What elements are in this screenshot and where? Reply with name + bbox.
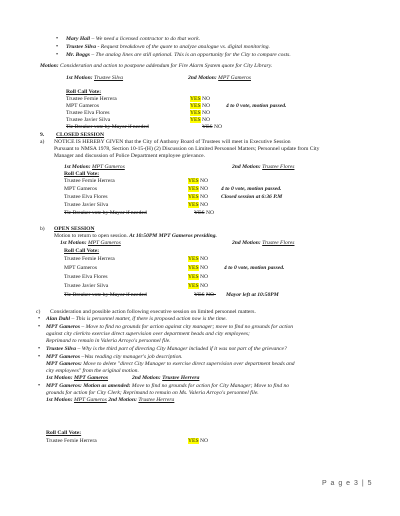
bullet-icon: •	[38, 316, 41, 322]
second-motion: 2nd Motion: Trustee Herrera	[132, 375, 200, 381]
vote-result: YES NO	[188, 265, 209, 271]
voter-name: Trustee Elva Flores	[64, 194, 108, 200]
second-motion: 2nd Motion: Trustee Flores	[232, 164, 295, 170]
first-motion: 1st Motion: MPT Gameros	[60, 240, 121, 246]
voter-name: Trustee Fernie Herrera	[64, 178, 115, 184]
roll-call-title: Roll Call Vote:	[64, 248, 100, 254]
vote-note: Closed session at 6:36 P.M	[221, 194, 283, 200]
item-letter: a)	[40, 139, 45, 145]
bullet-icon: •	[56, 36, 59, 42]
second-motion: 2nd Motion: MPT Gameros	[188, 75, 251, 81]
vote-note: 4 to 0 vote, motion passed.	[224, 265, 285, 271]
voter-name: Trustee Fernie Herrera	[66, 96, 117, 102]
bullet-item: Alan Dahl – This is personnel matter, if there is proposed action now is the time.	[46, 316, 227, 322]
voter-name: Trustee Javier Silva	[64, 283, 109, 289]
bullet-continuation: MPT Gameros: Move to delete "direct City Manager to exercise direct supervision over department heads and	[46, 361, 295, 367]
voter-name: MPT Gameros	[64, 186, 97, 192]
bullet-item: Trustee Silva - Request breakdown of the quote to analyze analogue vs. digital monitoring.	[66, 44, 270, 50]
bullet-icon: •	[38, 354, 41, 360]
roll-call-title: Roll Call Vote:	[64, 171, 100, 177]
vote-result: YES NO	[190, 96, 211, 102]
voter-name: Trustee Fernie Herrera	[46, 438, 97, 444]
vote-result: YES NO	[202, 124, 223, 130]
bullet-icon: •	[56, 44, 59, 50]
bullet-continuation: against city clerk/to exercise direct supervision over department heads and city employees;	[46, 331, 250, 337]
voter-name: Trustee Fernie Herrera	[64, 256, 115, 262]
vote-result: YES NO-	[194, 292, 216, 298]
voter-name: Trustee Javier Silva	[66, 117, 111, 123]
vote-result: YES NO	[190, 103, 211, 109]
vote-note: Mayor left at 10:50PM	[226, 292, 279, 298]
vote-result: YES NO	[188, 202, 209, 208]
bullet-icon: •	[38, 324, 41, 330]
vote-result: YES NO	[188, 274, 209, 280]
bullet-item: MPT Gameros: Motion as amended: Move to find no grounds for action for City Manager; Move to find no	[46, 383, 290, 389]
notice-line: Pursuant to NMSA 1978, Section 10-15-(H) (2) Discussion on Limited Personnel Matters; Personnel update from City	[54, 146, 320, 152]
vote-result: YES NO	[188, 438, 209, 444]
voter-name: MPT Gameros	[64, 265, 97, 271]
item-letter: c)	[36, 309, 41, 315]
bullet-item: Mary Hall – We need a licensed contractor to do that work.	[66, 36, 201, 42]
motion-text: Motion: Consideration and action to postpone addendum for Fire Alarm System quote for City Library.	[40, 63, 273, 69]
voter-name: Tie Breaker vote by Mayor if needed	[64, 210, 147, 216]
voter-name: Trustee Elva Flores	[66, 110, 110, 116]
vote-result: YES NO	[190, 117, 211, 123]
vote-result: YES NO	[190, 110, 211, 116]
section-title: OPEN SESSION	[54, 226, 95, 232]
voter-name: Trustee Elva Flores	[64, 274, 108, 280]
first-motion: 1st Motion: MPT Gameros	[46, 375, 109, 381]
vote-note: 4 to 0 vote, motion passed.	[226, 103, 287, 109]
bullet-item: MPT Gameros – Move to find no grounds for action against city manager; move to find no grounds for action	[46, 324, 294, 330]
roll-call-title: Roll Call Vote:	[66, 89, 102, 95]
open-session-line: Motion to return to open session. At 10:50PM MPT Gameros presiding.	[54, 233, 217, 239]
bullet-item: Mr. Boggs – The analog lines are still optional. This is an opportunity for the City to compare costs.	[66, 52, 291, 58]
vote-note: 4 to 0 vote, motion passed.	[221, 186, 282, 192]
bullet-item: Trustee Silva – Why is the third part of directing City Manager included if it was not part of the grievance?	[46, 346, 287, 352]
notice-line: NOTICE IS HEREBY GIVEN that the City of Anthony Board of Trustees will meet in Executive Session	[54, 139, 291, 145]
section-number: 9.	[40, 132, 45, 138]
first-motion: 1st Motion: Trustee Silva	[66, 75, 124, 81]
voter-name: MPT Gameros	[66, 103, 99, 109]
section-title: CLOSED SESSION	[56, 132, 105, 138]
bullet-continuation: grounds for action for City Clerk; Reprimand to remain on Ms. Valeria Arroyo's personnel file.	[46, 390, 259, 396]
second-motion: 2nd Motion: Trustee Flores	[232, 240, 295, 246]
vote-result: YES NO	[188, 194, 209, 200]
vote-result: YES NO	[188, 178, 209, 184]
bullet-icon: •	[38, 383, 41, 389]
roll-call-title: Roll Call Vote:	[46, 430, 82, 436]
first-motion: 1st Motion: MPT Gameros	[64, 164, 125, 170]
bullet-continuation: city employees" from the original motion.	[46, 368, 139, 374]
vote-result: YES NO	[188, 186, 209, 192]
vote-result: YES NO	[188, 283, 209, 289]
bullet-item: MPT Gameros –Was reading city manager's job description.	[46, 354, 183, 360]
voter-name: Tie Breaker vote by Mayor if needed	[64, 292, 147, 298]
bullet-icon: •	[38, 346, 41, 352]
voter-name: Trustee Javier Silva	[64, 202, 109, 208]
first-motion: 1st Motion: MPT Gameros 2nd Motion: Trustee Herrera	[46, 397, 175, 403]
consideration-line: Consideration and possible action following executive session on limited personnel matters.	[50, 309, 256, 315]
notice-line: Manager and discussion of Police Department employee grievance.	[54, 153, 205, 159]
bullet-icon: •	[56, 52, 59, 58]
item-letter: b)	[40, 226, 45, 232]
bullet-continuation: Reprimand to remain in Valeria Arroyo's personnel file.	[46, 338, 171, 344]
voter-name: Tie Breaker vote by Mayor if needed	[66, 124, 149, 130]
page-number: P a g e 3 | 5	[322, 480, 373, 487]
vote-result: YES NO	[194, 210, 215, 216]
vote-result: YES NO	[188, 256, 209, 262]
